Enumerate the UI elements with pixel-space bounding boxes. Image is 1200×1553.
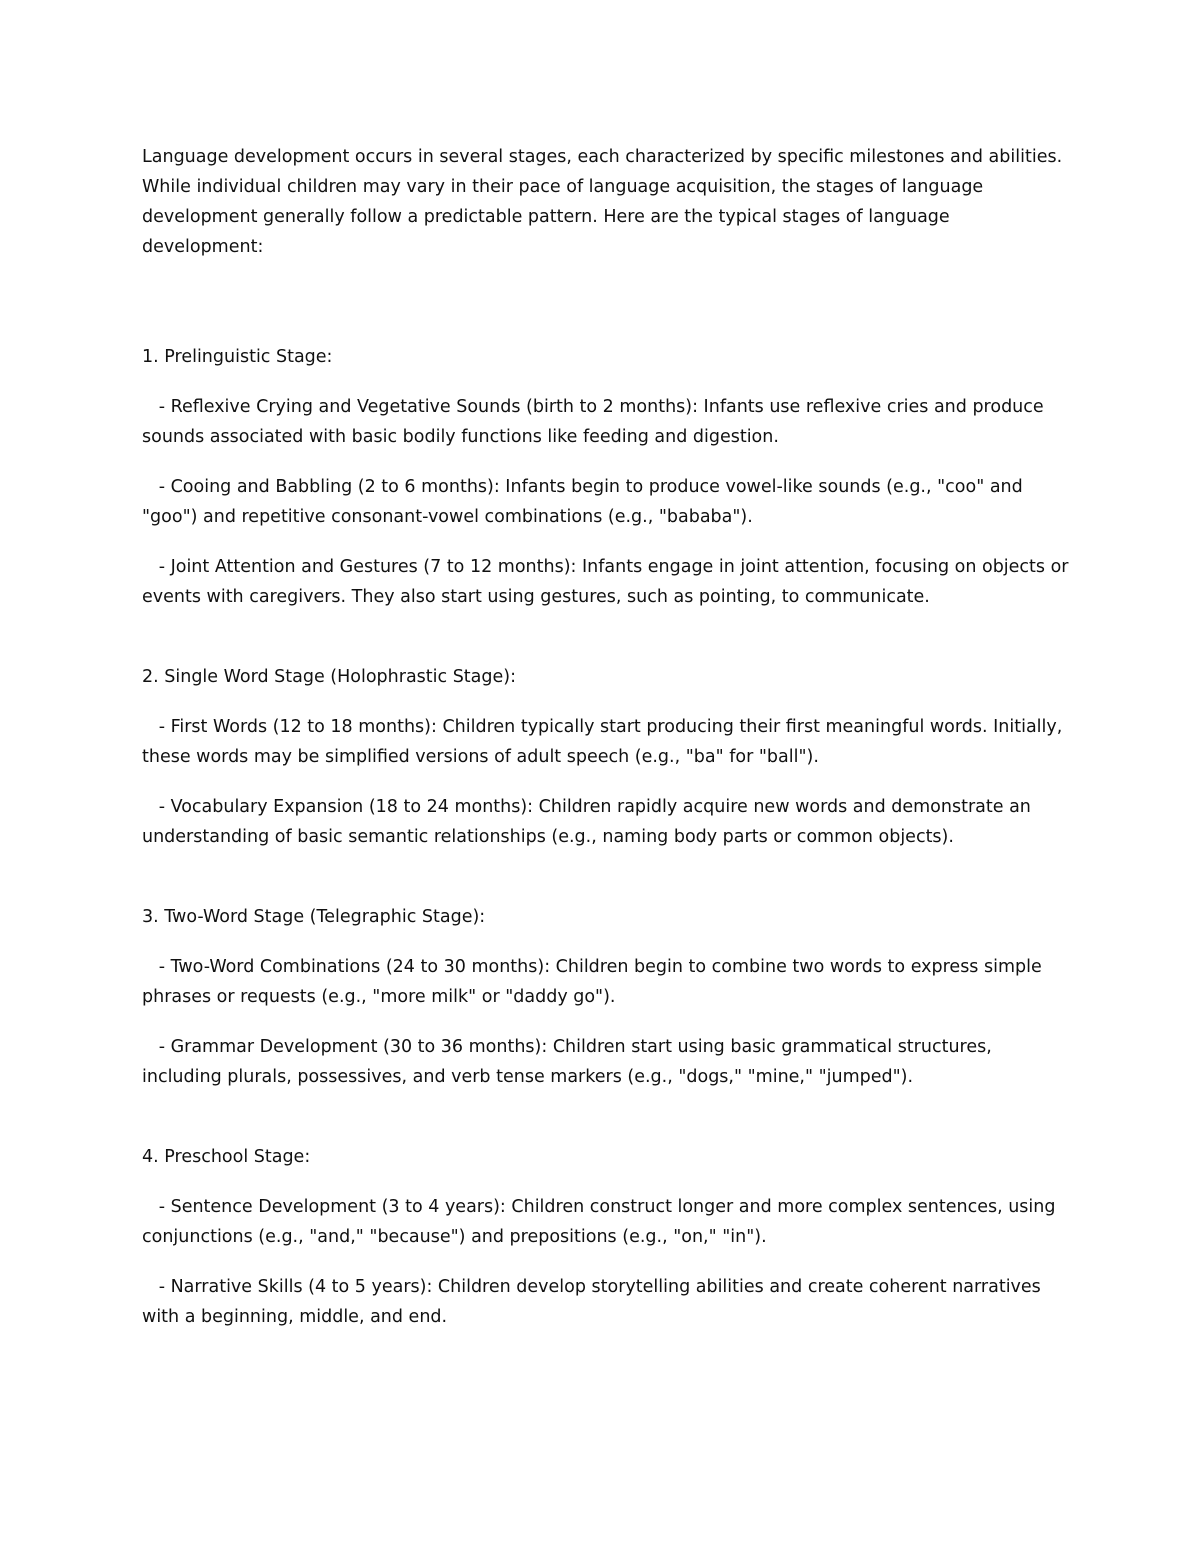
list-item: - Reflexive Crying and Vegetative Sounds (birth to 2 months): Infants use reflexive cries and produce sounds associated with basic bodily functions like feeding and digestion. [142,397,1050,447]
stage-section-single-word [142,662,1072,852]
stage-section-prelinguistic [142,342,1075,612]
section-heading: 3. Two-Word Stage (Telegraphic Stage): [142,907,486,927]
list-item: - Sentence Development (3 to 4 years): Children construct longer and more complex sentences, using conjunctions (e.g., "and," "because") and prepositions (e.g., "on," "in"). [142,1197,1062,1247]
list-item: - Cooing and Babbling (2 to 6 months): Infants begin to produce vowel-like sounds (e.g., "coo" and "goo") and repetitive consonant-vowel combinations (e.g., "bababa"). [142,477,1029,527]
list-item: - Grammar Development (30 to 36 months): Children start using basic grammatical structures, including plurals, possessives, and verb tense markers (e.g., "dogs," "mine," "jumped"). [142,1037,998,1087]
list-item: - First Words (12 to 18 months): Children typically start producing their first meaningful words. Initially, these words may be simplified versions of adult speech (e.g., "ba" for "ball"). [142,717,1068,767]
section-heading: 4. Preschool Stage: [142,1147,311,1167]
intro-paragraph: Language development occurs in several stages, each characterized by specific milestones and abilities. While individual children may vary in their pace of language acquisition, the stages of language development generally follow a predictable pattern. Here are the typical stages of language development: [142,147,1068,257]
list-item: - Joint Attention and Gestures (7 to 12 months): Infants engage in joint attention, focusing on objects or events with caregivers. They also start using gestures, such as pointing, to communicate. [142,557,1075,607]
section-heading: 1. Prelinguistic Stage: [142,347,333,367]
list-item: - Narrative Skills (4 to 5 years): Children develop storytelling abilities and create coherent narratives with a beginning, middle, and end. [142,1277,1047,1327]
stage-section-two-word [142,902,1072,1092]
list-item: - Two-Word Combinations (24 to 30 months): Children begin to combine two words to express simple phrases or requests (e.g., "more milk" or "daddy go"). [142,957,1048,1007]
document-body [142,142,1075,1382]
section-heading: 2. Single Word Stage (Holophrastic Stage): [142,667,516,687]
stage-section-preschool [142,1142,1072,1332]
list-item: - Vocabulary Expansion (18 to 24 months): Children rapidly acquire new words and demonstrate an understanding of basic semantic relationships (e.g., naming body parts or common objects). [142,797,1037,847]
